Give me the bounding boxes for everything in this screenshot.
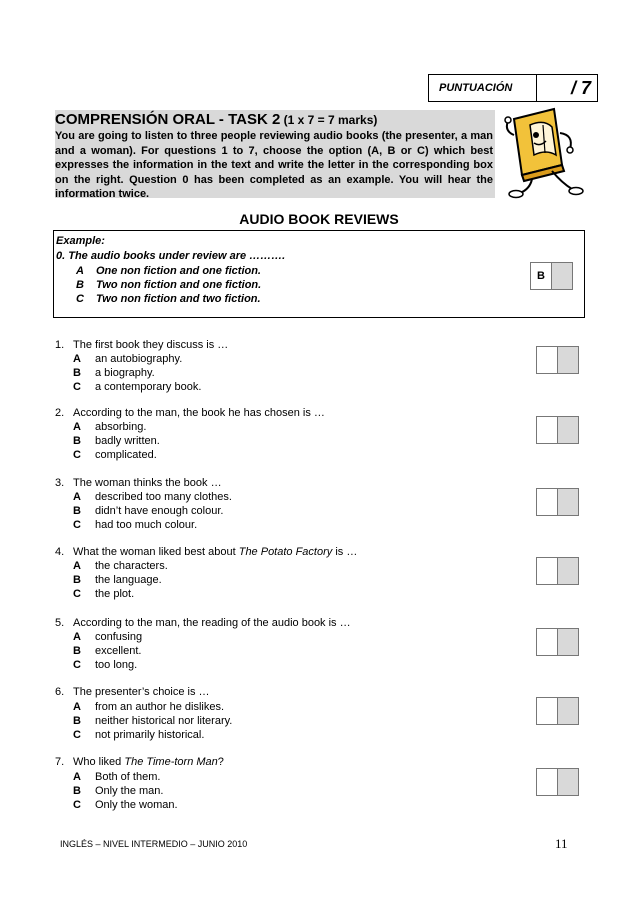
option-text: the language. (95, 574, 162, 586)
score-label: PUNTUACIÓN (429, 75, 537, 101)
option-text: too long. (95, 659, 138, 671)
footer-exam-info: INGLÉS – NIVEL INTERMEDIO – JUNIO 2010 (60, 839, 248, 849)
answer-box (536, 416, 579, 444)
option-letter: A (73, 701, 81, 713)
question-text: What the woman liked best about (73, 546, 239, 558)
example-option (76, 264, 261, 278)
option (73, 784, 163, 798)
answer-box (536, 768, 579, 796)
option-letter: A (73, 560, 81, 572)
answer-box-shaded (551, 262, 573, 290)
option (73, 366, 155, 380)
option-letter: A (76, 265, 84, 277)
question-stem (55, 406, 325, 420)
question-number: 4. (55, 546, 65, 558)
answer-input-cell[interactable] (536, 628, 558, 656)
option-text: an autobiography. (95, 353, 183, 365)
option-letter: B (73, 435, 81, 447)
option-text: a biography. (95, 367, 155, 379)
option-letter: B (73, 574, 81, 586)
option-text: Two non fiction and one fiction. (96, 279, 262, 291)
question-number: 7. (55, 756, 65, 768)
option (73, 587, 134, 601)
question-number: 3. (55, 477, 65, 489)
option-letter: A (73, 491, 81, 503)
question-number: 2. (55, 407, 65, 419)
option (73, 448, 157, 462)
question-stem (55, 545, 357, 559)
section-title: AUDIO BOOK REVIEWS (239, 211, 399, 227)
option-text: didn’t have enough colour. (95, 505, 224, 517)
answer-input-cell[interactable] (536, 768, 558, 796)
task-title (55, 111, 377, 128)
option (73, 658, 137, 672)
option (73, 420, 146, 434)
answer-box-shaded (557, 697, 579, 725)
option (73, 630, 142, 644)
option-text: described too many clothes. (95, 491, 232, 503)
option (73, 352, 182, 366)
answer-box-shaded (557, 416, 579, 444)
question-text: According to the man, the book he has chosen is … (73, 407, 325, 419)
option-letter: C (73, 519, 81, 531)
option-letter: C (73, 588, 81, 600)
example-answer-box (530, 262, 573, 290)
option (73, 644, 141, 658)
question-number: 1. (55, 339, 65, 351)
question-text: According to the man, the reading of the audio book is … (73, 617, 351, 629)
question-stem (55, 616, 351, 630)
example-option (76, 292, 261, 306)
question-stem (55, 685, 210, 699)
option-text: a contemporary book. (95, 381, 202, 393)
score-value: / 7 (570, 77, 591, 98)
option (73, 728, 204, 742)
option-letter: C (73, 381, 81, 393)
option-text: absorbing. (95, 421, 147, 433)
option-letter: A (73, 353, 81, 365)
option-text: badly written. (95, 435, 160, 447)
question-text-end: ? (217, 756, 224, 768)
answer-box (536, 346, 579, 374)
option (73, 490, 232, 504)
answer-input-cell[interactable] (536, 697, 558, 725)
option-letter: A (73, 631, 81, 643)
option-text: complicated. (95, 449, 157, 461)
question-text: The presenter’s choice is … (73, 686, 210, 698)
answer-input-cell[interactable] (536, 416, 558, 444)
book-title: The Potato Factory (238, 546, 333, 558)
answer-box (536, 488, 579, 516)
option-letter: B (73, 645, 81, 657)
question-text: Who liked (73, 756, 125, 768)
option (73, 700, 224, 714)
question-stem (55, 476, 222, 490)
option-letter: C (73, 799, 81, 811)
answer-box-shaded (557, 768, 579, 796)
option-text: Both of them. (95, 771, 161, 783)
option (73, 714, 232, 728)
example-answer: B (530, 262, 552, 290)
option-text: neither historical nor literary. (95, 715, 233, 727)
question-number: 6. (55, 686, 65, 698)
option-text: not primarily historical. (95, 729, 205, 741)
option (73, 504, 223, 518)
option-letter: C (76, 293, 84, 305)
option (73, 770, 160, 784)
option-letter: C (73, 449, 81, 461)
option-text: excellent. (95, 645, 142, 657)
answer-input-cell[interactable] (536, 346, 558, 374)
task-marks: (1 x 7 = 7 marks) (280, 113, 378, 127)
option-letter: B (73, 785, 81, 797)
option-letter: B (73, 505, 81, 517)
option-letter: B (73, 715, 81, 727)
option-letter: B (76, 279, 84, 291)
task-instructions: You are going to listen to three people reviewing audio books (the presenter, a man and a woman). For questions 1 to 7, choose the option (A, B or C) which best expresses the information in the text and write the letter in the corresponding box on the right. Question 0 has been completed as an example. You will hear the information twice. (55, 130, 493, 200)
answer-box (536, 557, 579, 585)
option-text: the plot. (95, 588, 135, 600)
option-text: had too much colour. (95, 519, 198, 531)
option-text: Only the man. (95, 785, 164, 797)
example-question: 0. The audio books under review are ………. (56, 250, 286, 262)
page-number: 11 (555, 836, 568, 851)
question-number: 5. (55, 617, 65, 629)
option-letter: B (73, 367, 81, 379)
option-letter: A (73, 771, 81, 783)
option-letter: C (73, 729, 81, 741)
option (73, 380, 201, 394)
option-letter: A (73, 421, 81, 433)
answer-box-shaded (557, 488, 579, 516)
answer-input-cell[interactable] (536, 557, 558, 585)
option (73, 434, 160, 448)
option-text: from an author he dislikes. (95, 701, 225, 713)
answer-box-shaded (557, 557, 579, 585)
option-text: the characters. (95, 560, 168, 572)
option-text: Only the woman. (95, 799, 178, 811)
example-option (76, 278, 261, 292)
option (73, 573, 162, 587)
example-label: Example: (56, 235, 105, 247)
question-text: The first book they discuss is … (73, 339, 229, 351)
answer-box-shaded (557, 628, 579, 656)
option-text: Two non fiction and two fiction. (96, 293, 261, 305)
book-title: The Time-torn Man (124, 756, 218, 768)
answer-input-cell[interactable] (536, 488, 558, 516)
question-stem (55, 755, 224, 769)
score-box (428, 74, 598, 102)
answer-box (536, 697, 579, 725)
option-text: confusing (95, 631, 143, 643)
question-text: The woman thinks the book … (73, 477, 222, 489)
option-letter: C (73, 659, 81, 671)
answer-box-shaded (557, 346, 579, 374)
option (73, 559, 168, 573)
question-text-end: is … (332, 546, 358, 558)
book-reading-character-icon (500, 105, 585, 200)
option (73, 798, 178, 812)
question-stem (55, 338, 228, 352)
task-title-text: COMPRENSIÓN ORAL - TASK 2 (55, 111, 281, 128)
answer-box (536, 628, 579, 656)
option (73, 518, 197, 532)
option-text: One non fiction and one fiction. (96, 265, 261, 277)
